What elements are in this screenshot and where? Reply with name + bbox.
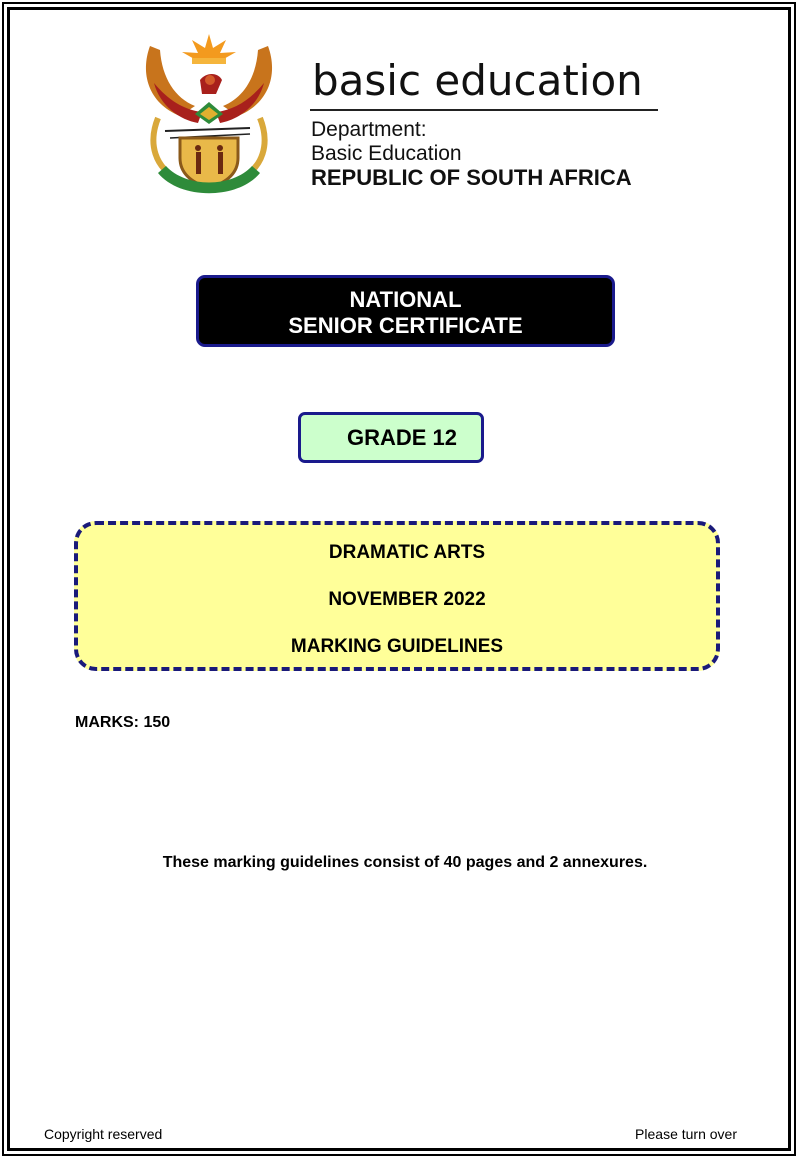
total-marks: MARKS: 150 <box>75 714 171 731</box>
subject-box <box>74 521 720 671</box>
certificate-line-1: NATIONAL <box>349 287 462 312</box>
certificate-banner <box>196 275 615 347</box>
exam-session: NOVEMBER 2022 <box>328 589 486 610</box>
department-label: Department: <box>311 118 427 141</box>
footer-copyright: Copyright reserved <box>44 1126 163 1142</box>
subject-title: DRAMATIC ARTS <box>328 542 486 563</box>
grade-badge: GRADE 12 <box>298 412 484 463</box>
department-name: Basic Education <box>311 142 462 165</box>
country-name: REPUBLIC OF SOUTH AFRICA <box>311 165 632 190</box>
footer-turn-over: Please turn over <box>635 1126 737 1142</box>
certificate-line-2: SENIOR CERTIFICATE <box>288 313 523 338</box>
brand-divider <box>310 109 658 111</box>
brand-title: basic education <box>312 56 643 105</box>
document-type: MARKING GUIDELINES <box>290 636 504 657</box>
page-count-note: These marking guidelines consist of 40 pages and 2 annexures. <box>162 854 648 871</box>
coat-of-arms-icon <box>140 28 278 198</box>
